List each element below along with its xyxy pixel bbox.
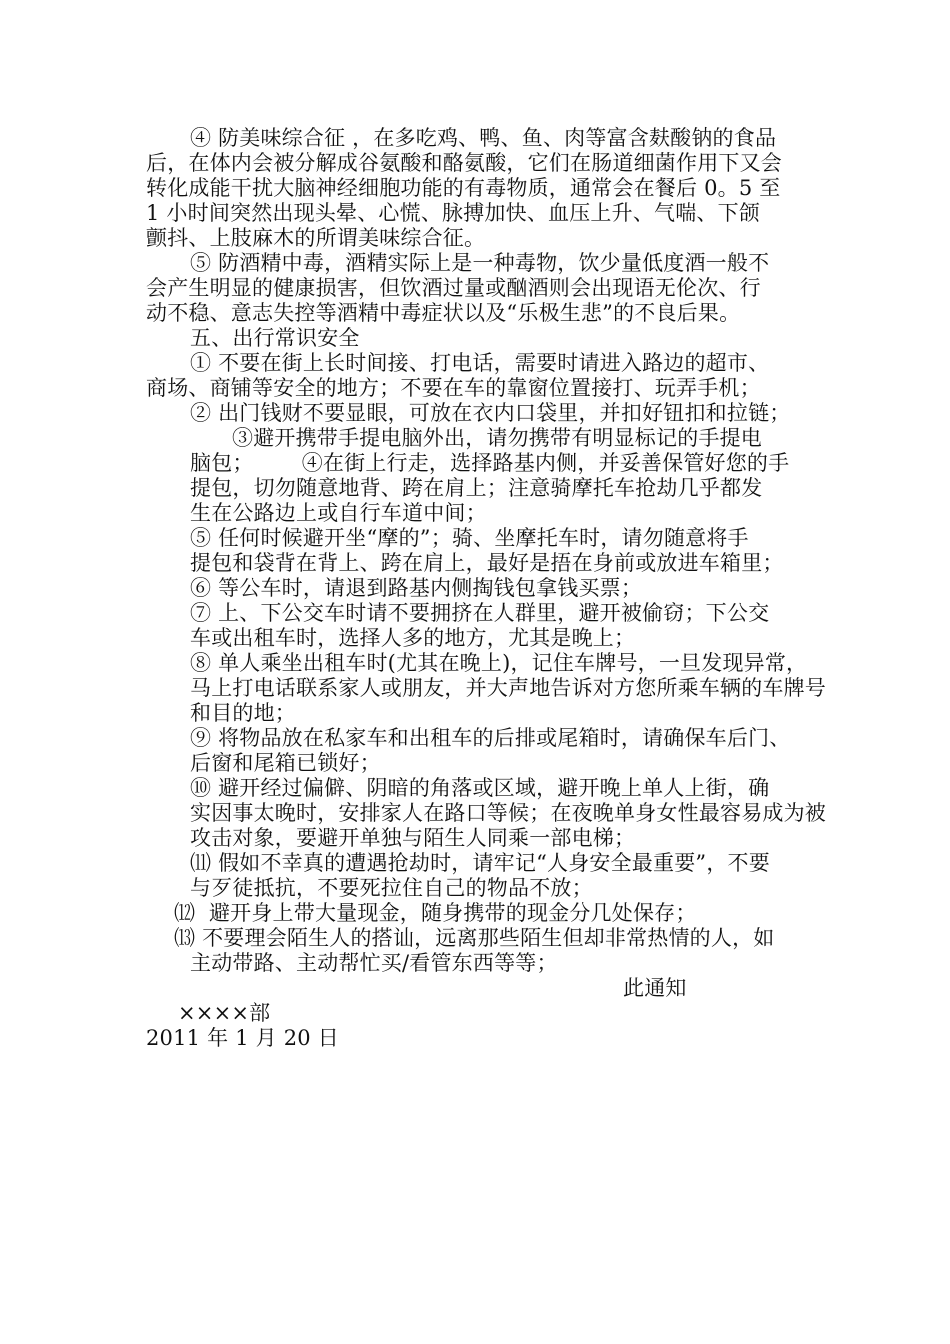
paragraph-line: ⒀ 不要理会陌生人的搭讪，远离那些陌生但却非常热情的人，如 [174,926,775,950]
paragraph-line: ⑥ 等公车时，请退到路基内侧掏钱包拿钱买票； [190,576,643,600]
paragraph-line: ⑩ 避开经过偏僻、阴暗的角落或区域，避开晚上单人上街，确 [190,776,770,800]
paragraph-line: 实因事太晚时，安排家人在路口等候；在夜晚单身女性最容易成为被 [190,801,826,825]
paragraph-line: 脑包； ④在街上行走，选择路基内侧，并妥善保管好您的手 [190,451,790,475]
paragraph-line: ⑿ 避开身上带大量现金，随身携带的现金分几处保存； [174,901,697,925]
paragraph-line: 攻击对象，要避开单独与陌生人同乘一部电梯； [190,826,636,850]
department-signature: ××××部 [178,1001,271,1025]
closing-text: 此通知 [623,976,687,1000]
paragraph-line: 1 小时间突然出现头晕、心慌、脉搏加快、血压上升、气喘、下颌 [146,201,761,225]
paragraph-line: 会产生明显的健康损害，但饮酒过量或酗酒则会出现语无伦次、行 [146,276,761,300]
paragraph-line: 车或出租车时，选择人多的地方，尤其是晚上； [190,626,636,650]
section-heading: 五、出行常识安全 [190,326,360,350]
paragraph-line: ① 不要在街上长时间接、打电话，需要时请进入路边的超市、 [190,351,770,375]
paragraph-line: 和目的地； [190,701,296,725]
paragraph-line: ② 出门钱财不要显眼，可放在衣内口袋里，并扣好钮扣和拉链； [190,401,791,425]
paragraph-line: 颤抖、上肢麻木的所谓美味综合征。 [146,226,486,250]
paragraph-line: ⑦ 上、下公交车时请不要拥挤在人群里，避开被偷窃；下公交 [190,601,770,625]
paragraph-line: ⑧ 单人乘坐出租车时(尤其在晚上)，记住车牌号，一旦发现异常， [190,651,808,675]
paragraph-line: 后，在体内会被分解成谷氨酸和酪氨酸，它们在肠道细菌作用下又会 [146,151,782,175]
paragraph-line: 提包，切勿随意地背、跨在肩上；注意骑摩托车抢劫几乎都发 [190,476,763,500]
document-date: 2011 年 1 月 20 日 [146,1026,339,1050]
paragraph-line: ⑤ 防酒精中毒，酒精实际上是一种毒物，饮少量低度酒一般不 [190,251,770,275]
paragraph-line: 主动带路、主动帮忙买/看管东西等等； [190,951,558,975]
paragraph-line: 马上打电话联系家人或朋友，并大声地告诉对方您所乘车辆的车牌号 [190,676,826,700]
paragraph-line: 与歹徒抵抗，不要死拉住自己的物品不放； [190,876,593,900]
paragraph-line: ⑤ 任何时候避开坐“摩的”；骑、坐摩托车时，请勿随意将手 [190,526,749,550]
paragraph-line: ③避开携带手提电脑外出，请勿携带有明显标记的手提电 [232,426,762,450]
paragraph-line: 转化成能干扰大脑神经细胞功能的有毒物质，通常会在餐后 0。5 至 [146,176,781,200]
paragraph-line: 提包和袋背在背上、跨在肩上，最好是捂在身前或放进车箱里； [190,551,784,575]
paragraph-line: ⑾ 假如不幸真的遭遇抢劫时，请牢记“人身安全最重要”，不要 [190,851,770,875]
paragraph-line: 动不稳、意志失控等酒精中毒症状以及“乐极生悲”的不良后果。 [146,301,741,325]
paragraph-line: ④ 防美味综合征 ，在多吃鸡、鸭、鱼、肉等富含麸酸钠的食品 [190,126,777,150]
paragraph-line: 生在公路边上或自行车道中间； [190,501,487,525]
paragraph-line: 后窗和尾箱已锁好； [190,751,381,775]
paragraph-line: ⑨ 将物品放在私家车和出租车的后排或尾箱时，请确保车后门、 [190,726,791,750]
paragraph-line: 商场、商铺等安全的地方；不要在车的靠窗位置接打、玩弄手机； [146,376,761,400]
